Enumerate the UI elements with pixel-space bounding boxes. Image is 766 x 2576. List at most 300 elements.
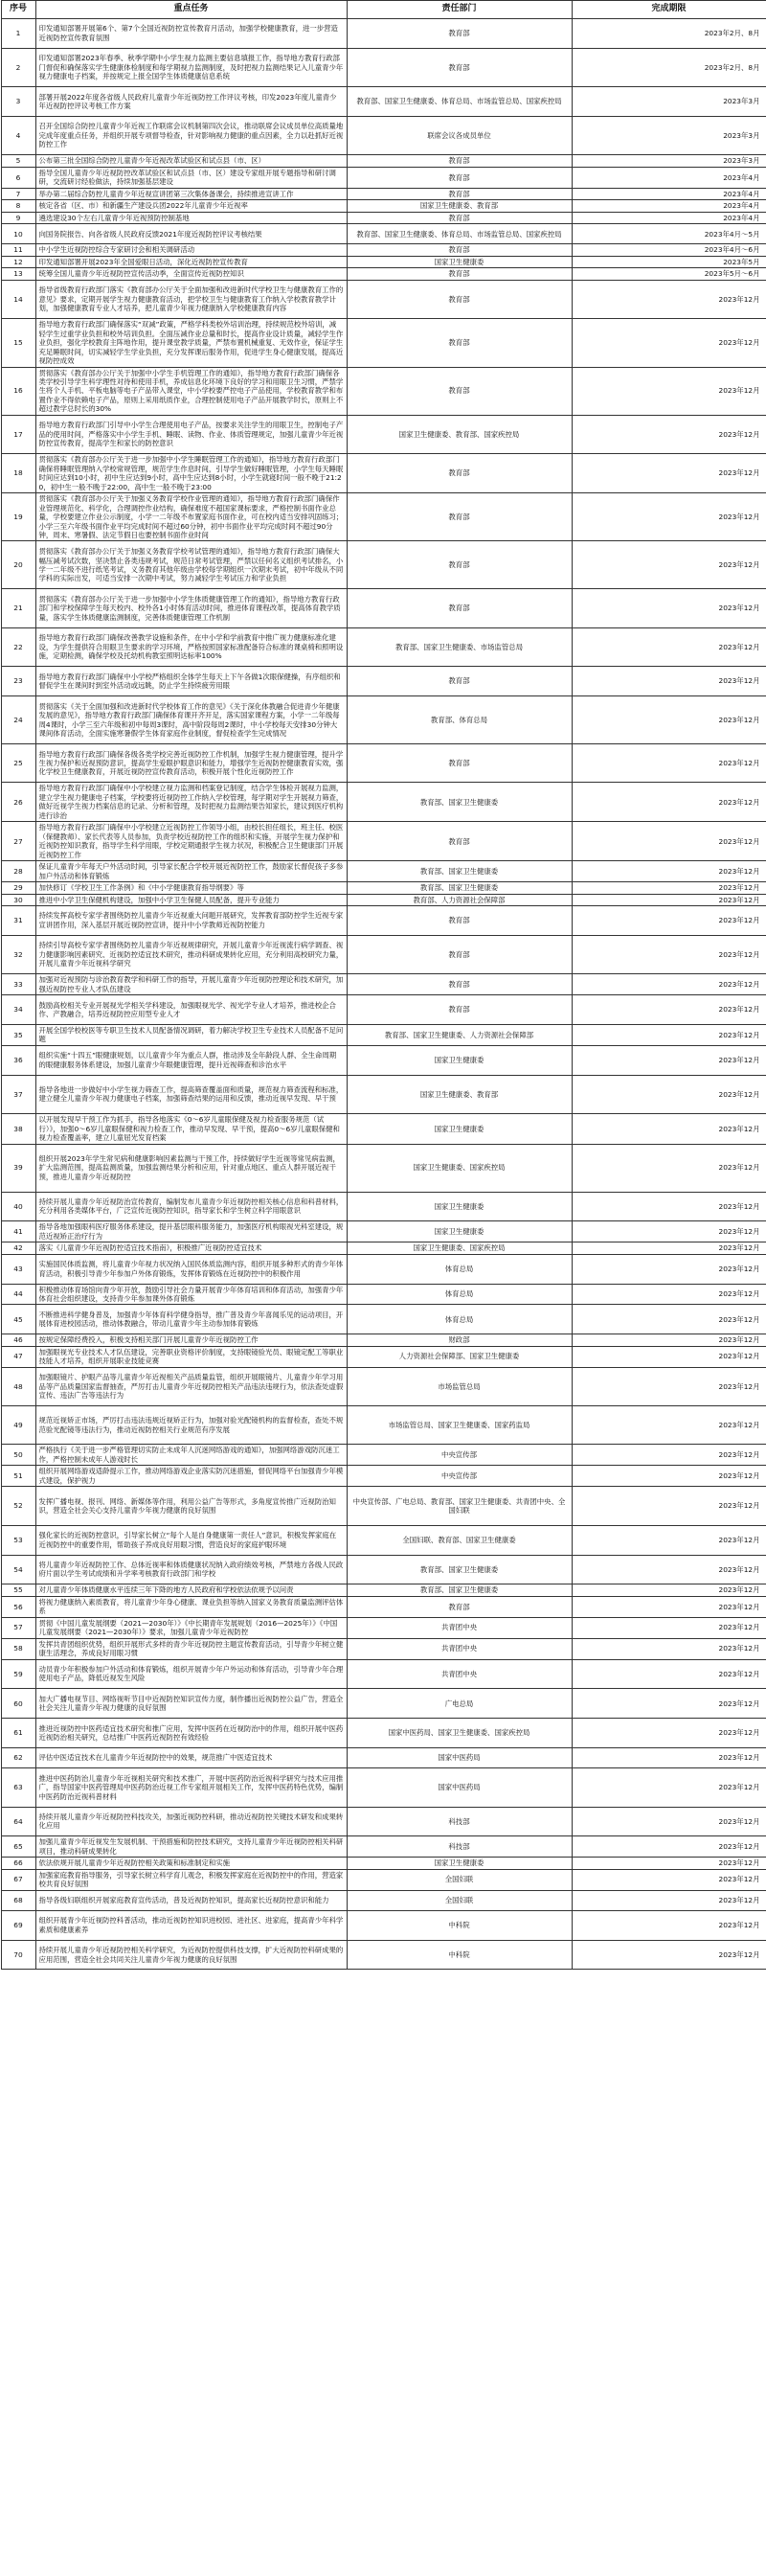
row-department: 教育部	[347, 589, 572, 627]
row-department: 教育部	[347, 268, 572, 280]
row-task: 持续开展儿童青少年近视防控相关科学研究，为近视防控提供科技支撑，扩大近视防控科研成果的应用范围，营造全社会共同关注儿童青少年视力健康的良好氛围	[35, 1940, 347, 1970]
row-department: 教育部	[347, 188, 572, 199]
table-row	[1, 188, 766, 199]
table-row	[1, 116, 766, 154]
row-deadline: 2023年12月	[572, 744, 766, 783]
table-row	[1, 1659, 766, 1689]
row-number: 21	[1, 589, 35, 627]
row-department: 教育部	[347, 822, 572, 861]
row-department: 市场监管总局	[347, 1367, 572, 1405]
row-deadline: 2023年4月	[572, 200, 766, 212]
row-task: 印发通知部署开展第6个、第7个全国近视防控宣传教育月活动，加强学校健康教育，进一步营造近视防控宣传教育氛围	[35, 19, 347, 49]
row-deadline: 2023年12月	[572, 1858, 766, 1869]
row-deadline: 2023年12月	[572, 882, 766, 894]
row-number: 67	[1, 1869, 35, 1890]
row-task: 强化家长的近视防控意识，引导家长树立“每个人是自身健康第一责任人”意识，积极发挥家庭在近视防控中的重要作用，帮助孩子养成良好用眼习惯，营造良好的家庭护眼环境	[35, 1525, 347, 1555]
row-number: 49	[1, 1406, 35, 1445]
row-department: 体育总局	[347, 1254, 572, 1284]
row-task: 加大广播电视节目、网络视听节目中近视防控知识宣传力度，制作播出近视防控公益广告，营造全社会关注儿童青少年视力健康的良好氛围	[35, 1689, 347, 1719]
row-number: 31	[1, 906, 35, 936]
row-task: 中小学生近视防控综合专家研讨会和相关调研活动	[35, 244, 347, 256]
row-department: 教育部	[347, 1596, 572, 1617]
row-deadline: 2023年12月	[572, 1242, 766, 1254]
row-department: 联席会议各成员单位	[347, 116, 572, 154]
row-deadline: 2023年12月	[572, 974, 766, 995]
row-deadline: 2023年12月	[572, 1940, 766, 1970]
row-deadline: 2023年12月	[572, 367, 766, 415]
row-deadline: 2023年12月	[572, 493, 766, 541]
row-department: 教育部、国家卫生健康委	[347, 882, 572, 894]
table-row	[1, 200, 766, 212]
row-department: 教育部	[347, 319, 572, 367]
row-number: 14	[1, 280, 35, 318]
row-department: 体育总局	[347, 1305, 572, 1334]
row-number: 59	[1, 1659, 35, 1689]
table-row	[1, 1584, 766, 1596]
table-row	[1, 1487, 766, 1525]
row-task: 推进中小学卫生保健机构建设，加强中小学卫生保健人员配备，提升专业能力	[35, 894, 347, 905]
table-row	[1, 589, 766, 627]
row-number: 62	[1, 1747, 35, 1767]
row-task: 核定各省（区、市）和新疆生产建设兵团2022年儿童青少年近视率	[35, 200, 347, 212]
table-row	[1, 415, 766, 453]
row-task: 贯彻落实《关于全面加强和改进新时代学校体育工作的意见》《关于深化体教融合促进青少年健康发展的意见》，指导地方教育行政部门确保体育课开齐开足，落实国家课程方案，小学一二年级每周4课时，小学三至六年级和初中每周3课时，高中阶段每周2课时，中小学校每天安排30分钟大课间体育活动，全面实施寒暑假学生体育家庭作业制度，督促检查学生完成情况	[35, 696, 347, 744]
row-deadline: 2023年12月	[572, 1910, 766, 1940]
table-row	[1, 935, 766, 973]
row-deadline: 2023年12月	[572, 1144, 766, 1192]
row-department: 教育部	[347, 155, 572, 167]
table-row	[1, 48, 766, 86]
row-deadline: 2023年12月	[572, 906, 766, 936]
row-deadline: 2023年12月	[572, 280, 766, 318]
row-number: 38	[1, 1114, 35, 1144]
table-row	[1, 1940, 766, 1970]
table-row	[1, 995, 766, 1025]
row-task: 贯彻落实《教育部办公厅关于进一步加强中小学生睡眠管理工作的通知》，指导地方教育行政部门确保将睡眠管理纳入学校常规管理，规范学生作息时间，引导学生做好睡眠管理，小学生每天睡眠时间应达到10小时，初中生应达到9小时，高中生应达到8小时，小学生就寝时间一般不晚于21:20，初中生一般不晚于22:00，高中生一般不晚于23:00	[35, 454, 347, 493]
row-task: 将儿童青少年近视防控工作、总体近视率和体质健康状况纳入政府绩效考核，严禁地方各级人民政府片面以学生考试成绩和升学率考核教育行政部门和学校	[35, 1555, 347, 1584]
row-number: 7	[1, 188, 35, 199]
row-deadline: 2023年12月	[572, 415, 766, 453]
row-department: 教育部	[347, 493, 572, 541]
row-number: 12	[1, 256, 35, 267]
table-header-row	[1, 1, 766, 19]
row-deadline: 2023年12月	[572, 1114, 766, 1144]
table-row	[1, 1525, 766, 1555]
row-deadline: 2023年5月	[572, 256, 766, 267]
row-department: 教育部	[347, 906, 572, 936]
table-row	[1, 1114, 766, 1144]
row-department: 教育部、国家卫生健康委、市场监管总局	[347, 627, 572, 666]
row-number: 30	[1, 894, 35, 905]
row-task: 开展全国学校校医等专职卫生技术人员配备情况调研，着力解决学校卫生专业技术人员配备不足问题	[35, 1024, 347, 1045]
row-number: 2	[1, 48, 35, 86]
table-row	[1, 783, 766, 822]
row-deadline: 2023年12月	[572, 454, 766, 493]
row-task: 实施国民体质监测，将儿童青少年视力状况纳入国民体质监测内容，组织开展多种形式的青少年体育活动，积极引导青少年参加户外体育锻炼，发挥体育锻炼在近视防控中的积极作用	[35, 1254, 347, 1284]
table-row	[1, 1284, 766, 1305]
row-task: 持续发挥高校专家学者围绕防控儿童青少年近视重大问题开展研究，发挥教育部防控学生近视专家宣讲团作用，深入基层开展近视防控宣讲，提升中小学教师近视防控能力	[35, 906, 347, 936]
row-deadline: 2023年12月	[572, 319, 766, 367]
row-deadline: 2023年12月	[572, 894, 766, 905]
table-row	[1, 667, 766, 696]
table-row	[1, 1024, 766, 1045]
table-body	[1, 19, 766, 1970]
table-row	[1, 1346, 766, 1367]
row-department: 科技部	[347, 1836, 572, 1858]
row-deadline: 2023年12月	[572, 1334, 766, 1346]
row-department: 国家卫生健康委、国家疾控局	[347, 1242, 572, 1254]
row-number: 23	[1, 667, 35, 696]
row-department: 全国妇联	[347, 1869, 572, 1890]
row-number: 60	[1, 1689, 35, 1719]
table-row	[1, 1075, 766, 1113]
row-task: 鼓励高校相关专业开展视光学相关学科建设，加强眼视光学、视光学专业人才培养，推进校企合作、产教融合，培养近视防控应用型专业人才	[35, 995, 347, 1025]
row-task: 以开展发现早干预工作为抓手，指导各地落实《0～6岁儿童眼保健及视力检查服务规范（试行）》，加强0～6岁儿童眼保健和视力检查工作，推动早发现、早干预，提高0～6岁儿童眼保健和视力检查覆盖率，建立儿童屈光发育档案	[35, 1114, 347, 1144]
row-task: 部署开展2022年度各省级人民政府儿童青少年近视防控工作评议考核，印发2023年度儿童青少年近视防控评议考核工作方案	[35, 87, 347, 117]
row-deadline: 2023年12月	[572, 1525, 766, 1555]
table-row	[1, 894, 766, 905]
table-row	[1, 744, 766, 783]
row-department: 共青团中央	[347, 1638, 572, 1659]
row-deadline: 2023年12月	[572, 1406, 766, 1445]
row-number: 20	[1, 541, 35, 589]
row-deadline: 2023年4月～6月	[572, 244, 766, 256]
row-department: 国家卫生健康委	[347, 1221, 572, 1242]
row-department: 国家卫生健康委	[347, 256, 572, 267]
row-number: 37	[1, 1075, 35, 1113]
row-number: 54	[1, 1555, 35, 1584]
row-task: 评估中医适宜技术在儿童青少年近视防控中的效果，规范推广中医适宜技术	[35, 1747, 347, 1767]
table-row	[1, 1367, 766, 1405]
table-row	[1, 541, 766, 589]
row-number: 25	[1, 744, 35, 783]
row-department: 全国妇联	[347, 1890, 572, 1910]
row-task: 指导地方教育行政部门确保落实“双减”政策，严格学科类校外培训治理，持续规范校外培训，减轻学生过重学业负担和校外培训负担。全面压减作业总量和时长，提高作业设计质量，减轻学生作业负担，强化学校教育主阵地作用，提升课堂教学质量，严禁布置机械重复、无效作业，保证学生充足睡眠时间，切实减轻学生学业负担，充分发挥课后服务作用，促进学生身心健康发展，提高近视防控成效	[35, 319, 347, 367]
row-department: 广电总局	[347, 1689, 572, 1719]
row-task: 依法依规开展儿童青少年近视防控相关政策和标准制定和实施	[35, 1858, 347, 1869]
row-task: 指导各地进一步做好中小学生视力筛查工作，提高筛查覆盖面和质量，规范视力筛查流程和标准，建立健全儿童青少年视力健康电子档案，加强筛查结果的运用和反馈，推动近视早发现、早干预	[35, 1075, 347, 1113]
row-task: 贯彻落实《教育部办公厅关于进一步加强中小学生体质健康管理工作的通知》，指导地方教育行政部门和学校保障学生每天校内、校外各1小时体育活动时间，推进体育课程改革，提高体育教学质量，落实学生体质健康监测制度，完善体质健康管理工作机制	[35, 589, 347, 627]
row-department: 国家中医药局	[347, 1768, 572, 1807]
row-department: 教育部、人力资源社会保障部	[347, 894, 572, 905]
row-department: 国家卫生健康委	[347, 1858, 572, 1869]
row-task: 加强对近视预防与诊治教育教学和科研工作的指导，开展儿童青少年近视防控理论和技术研究，加强近视防控专业人才队伍建设	[35, 974, 347, 995]
row-number: 18	[1, 454, 35, 493]
table-row	[1, 1555, 766, 1584]
row-task: 指导地方教育行政部门确保改善教学设施和条件，在中小学和学前教育中推广视力健康标准化建设，为学生提供符合用眼卫生要求的学习环境，严格按照国家标准配备符合标准的课桌椅和照明设施，定期检测，确保学校及托幼机构教室照明达标率100%	[35, 627, 347, 666]
row-department: 国家卫生健康委	[347, 1045, 572, 1075]
row-deadline: 2023年12月	[572, 627, 766, 666]
row-number: 64	[1, 1807, 35, 1836]
row-task: 加强儿童青少年近视发生发展机制、干预措施和防控技术研究，支持儿童青少年近视防控相关科研项目，推动科研成果转化	[35, 1836, 347, 1858]
row-number: 26	[1, 783, 35, 822]
row-number: 6	[1, 167, 35, 188]
row-task: 加强眼镜片、护眼产品等儿童青少年近视相关产品质量监管，组织开展眼镜片、儿童青少年学习用品等产品质量国家监督抽查，严厉打击儿童青少年近视防控相关产品违法违规行为，依法查处虚假宣传、违法广告等违法行为	[35, 1367, 347, 1405]
table-row	[1, 256, 766, 267]
table-row	[1, 1890, 766, 1910]
row-deadline: 2023年12月	[572, 1596, 766, 1617]
row-number: 46	[1, 1334, 35, 1346]
row-department: 教育部	[347, 454, 572, 493]
row-department: 教育部	[347, 974, 572, 995]
row-number: 17	[1, 415, 35, 453]
header-no: 序号	[1, 1, 35, 19]
table-row	[1, 224, 766, 244]
row-department: 教育部	[347, 935, 572, 973]
row-deadline: 2023年3月	[572, 155, 766, 167]
row-department: 教育部	[347, 19, 572, 49]
row-task: 对儿童青少年体质健康水平连续三年下降的地方人民政府和学校依法依规予以问责	[35, 1584, 347, 1596]
table-row	[1, 696, 766, 744]
row-department: 中央宣传部	[347, 1445, 572, 1466]
row-number: 24	[1, 696, 35, 744]
table-row	[1, 1768, 766, 1807]
header-dept: 责任部门	[347, 1, 572, 19]
row-task: 指导各级妇联组织开展家庭教育宣传活动，普及近视防控知识，提高家长近视防控意识和能力	[35, 1890, 347, 1910]
table-row	[1, 1221, 766, 1242]
row-number: 28	[1, 861, 35, 882]
table-row	[1, 1596, 766, 1617]
row-department: 教育部	[347, 244, 572, 256]
row-number: 8	[1, 200, 35, 212]
row-number: 41	[1, 1221, 35, 1242]
row-deadline: 2023年12月	[572, 1719, 766, 1748]
row-deadline: 2023年12月	[572, 1617, 766, 1638]
row-number: 69	[1, 1910, 35, 1940]
row-task: 指导地方教育行政部门确保中小学校建立近视防控工作领导小组，由校长担任组长，班主任、校医（保健教师）、家长代表等人员参加，负责学校近视防控工作的组织和实施，开展学生视力保护和近视防控知识教育，指导学生科学用眼，学校定期通报学生视力状况，积极配合卫生健康部门开展近视防控工作	[35, 822, 347, 861]
row-task: 指导地方教育行政部门确保中小学校建立视力监测和档案登记制度，结合学生体检开展视力监测，建立学生视力健康电子档案，学校要将近视防控工作纳入学校管理，每学期对学生开展视力筛查，做好近视学生视力档案信息的记录、分析和管理，及时把视力监测结果告知家长，建议到医疗机构进行诊治	[35, 783, 347, 822]
table-row	[1, 280, 766, 318]
header-deadline: 完成期限	[572, 1, 766, 19]
row-task: 将视力健康纳入素质教育，将儿童青少年身心健康、课业负担等纳入国家义务教育质量监测评估体系	[35, 1596, 347, 1617]
row-deadline: 2023年12月	[572, 861, 766, 882]
row-number: 35	[1, 1024, 35, 1045]
row-number: 3	[1, 87, 35, 117]
row-task: 召开全国综合防控儿童青少年近视工作联席会议机制第四次会议，推动联席会议成员单位高质量地完成年度重点任务，并组织开展专项督导检查，针对影响视力健康的重点因素，全力以赴抓好近视防控工作	[35, 116, 347, 154]
row-number: 57	[1, 1617, 35, 1638]
row-department: 教育部、体育总局	[347, 696, 572, 744]
row-department: 国家卫生健康委、教育部、国家疾控局	[347, 415, 572, 453]
table-row	[1, 367, 766, 415]
row-department: 教育部	[347, 167, 572, 188]
row-number: 45	[1, 1305, 35, 1334]
row-deadline: 2023年12月	[572, 1584, 766, 1596]
row-department: 人力资源社会保障部、国家卫生健康委	[347, 1346, 572, 1367]
row-deadline: 2023年4月	[572, 188, 766, 199]
row-department: 教育部	[347, 541, 572, 589]
row-deadline: 2023年12月	[572, 696, 766, 744]
row-number: 34	[1, 995, 35, 1025]
row-deadline: 2023年3月	[572, 87, 766, 117]
table-row	[1, 319, 766, 367]
row-deadline: 2023年12月	[572, 1346, 766, 1367]
table-row	[1, 454, 766, 493]
table-row	[1, 1747, 766, 1767]
table-row	[1, 268, 766, 280]
row-department: 科技部	[347, 1807, 572, 1836]
row-task: 贯彻落实《教育部办公厅关于加强中小学生手机管理工作的通知》，指导地方教育行政部门确保各类学校引导学生科学理性对待和使用手机，养成信息化环境下良好的学习和用眼卫生习惯，严禁学生将个人手机、平板电脑等电子产品带入课堂，中小学校要严控电子产品使用，学校教育教学和布置作业不得依赖电子产品，原则上采用纸质作业，合理控制使用电子产品开展教学时长，原则上不超过教学总时长的30%	[35, 367, 347, 415]
row-department: 全国妇联、教育部、国家卫生健康委	[347, 1525, 572, 1555]
table-row	[1, 87, 766, 117]
table-row	[1, 1305, 766, 1334]
row-task: 组织开展青少年近视防控科普活动，推动近视防控知识进校园、进社区、进家庭，提高青少年科学素质和健康素养	[35, 1910, 347, 1940]
row-department: 国家中医药局、国家卫生健康委、国家疾控局	[347, 1719, 572, 1748]
row-task: 保证儿童青少年每天户外活动时间，引导家长配合学校开展近视防控工作，鼓励家长督促孩子多参加户外活动和体育锻炼	[35, 861, 347, 882]
row-task: 统筹全国儿童青少年近视防控宣传活动季，全面宣传近视防控知识	[35, 268, 347, 280]
row-number: 61	[1, 1719, 35, 1748]
table-row	[1, 212, 766, 223]
row-number: 9	[1, 212, 35, 223]
row-number: 32	[1, 935, 35, 973]
table-row	[1, 1045, 766, 1075]
row-number: 63	[1, 1768, 35, 1807]
row-number: 10	[1, 224, 35, 244]
table-row	[1, 906, 766, 936]
table-row	[1, 1406, 766, 1445]
row-number: 42	[1, 1242, 35, 1254]
row-department: 国家中医药局	[347, 1747, 572, 1767]
row-task: 指导各地加强眼科医疗服务体系建设，提升基层眼科服务能力，加强医疗机构眼视光科室建设，规范近视矫正治疗行为	[35, 1221, 347, 1242]
table-row	[1, 1445, 766, 1466]
row-task: 推进中医药防治儿童青少年近视相关研究和技术推广，开展中医药防治近视科学研究与技术应用推广，指导国家中医药管理局中医药防治近视工作专家组开展相关工作，发挥中医药特色优势，编制中医药防治近视科普材料	[35, 1768, 347, 1807]
row-department: 教育部	[347, 212, 572, 223]
row-department: 教育部	[347, 995, 572, 1025]
row-department: 国家卫生健康委	[347, 1114, 572, 1144]
row-task: 加快修订《学校卫生工作条例》和《中小学健康教育指导纲要》等	[35, 882, 347, 894]
row-number: 19	[1, 493, 35, 541]
table-row	[1, 1617, 766, 1638]
row-task: 组织开展网络游戏适龄提示工作，推动网络游戏企业落实防沉迷措施，督促网络平台加强青少年模式建设，保护视力	[35, 1466, 347, 1487]
row-deadline: 2023年12月	[572, 1466, 766, 1487]
row-department: 体育总局	[347, 1284, 572, 1305]
row-department: 教育部、国家卫生健康委、体育总局、市场监管总局、国家疾控局	[347, 224, 572, 244]
row-task: 按规定保障经费投入，积极支持相关部门开展儿童青少年近视防控工作	[35, 1334, 347, 1346]
row-number: 44	[1, 1284, 35, 1305]
row-deadline: 2023年12月	[572, 1045, 766, 1075]
row-number: 11	[1, 244, 35, 256]
row-task: 持续引导高校专家学者围绕防控儿童青少年近视规律研究，开展儿童青少年近视流行病学调查、视力健康影响因素研究、近视防控适宜技术研究，推动科研成果转化应用，充分利用高校研究力量，开展儿童青少年近视科学研究	[35, 935, 347, 973]
row-task: 印发通知部署开展2023年全国爱眼日活动，深化近视防控宣传教育	[35, 256, 347, 267]
table-row	[1, 627, 766, 666]
row-number: 4	[1, 116, 35, 154]
row-number: 1	[1, 19, 35, 49]
row-department: 教育部	[347, 744, 572, 783]
row-deadline: 2023年12月	[572, 589, 766, 627]
row-department: 教育部、国家卫生健康委	[347, 1584, 572, 1596]
row-number: 16	[1, 367, 35, 415]
row-deadline: 2023年12月	[572, 1836, 766, 1858]
row-task: 组织开展2023年学生常见病和健康影响因素监测与干预工作，持续做好学生近视等常见病监测，扩大监测范围，提高监测质量，加强监测结果分析和应用，针对重点地区、重点人群开展近视干预，推进儿童青少年近视防控	[35, 1144, 347, 1192]
row-task: 规范近视矫正市场，严厉打击违法违规近视矫正行为，加强对验光配镜机构的监督检查，查处不规范验光配镜等违法行为，推动近视防控相关行业规范有序发展	[35, 1406, 347, 1445]
row-department: 教育部、国家卫生健康委	[347, 1555, 572, 1584]
table-row	[1, 493, 766, 541]
row-department: 共青团中央	[347, 1617, 572, 1638]
table-row	[1, 1910, 766, 1940]
row-task: 指导地方教育行政部门确保各级各类学校完善近视防控工作机制，加强学生视力健康管理，提升学生视力保护和近视预防意识，提高学生爱眼护眼意识和能力，增强学生近视防控健康教育实效，强化学校卫生健康教育，开展近视防控宣传教育活动，积极开展个性化近视防控工作	[35, 744, 347, 783]
table-row	[1, 1466, 766, 1487]
row-department: 国家卫生健康委、教育部	[347, 200, 572, 212]
row-task: 举办第二届综合防控儿童青少年近视宣讲团第三次集体备课会，持续推进宣讲工作	[35, 188, 347, 199]
row-department: 教育部、国家卫生健康委	[347, 861, 572, 882]
row-deadline: 2023年12月	[572, 1659, 766, 1689]
row-deadline: 2023年4月	[572, 167, 766, 188]
row-number: 48	[1, 1367, 35, 1405]
table-row	[1, 822, 766, 861]
row-number: 53	[1, 1525, 35, 1555]
row-task: 落实《儿童青少年近视防控适宜技术指南》，积极推广近视防控适宜技术	[35, 1242, 347, 1254]
row-department: 共青团中央	[347, 1659, 572, 1689]
row-task: 加强眼视光专业技术人才队伍建设，完善职业资格评价制度，支持眼镜验光员、眼镜定配工等职业技能人才培养，组织开展职业技能竞赛	[35, 1346, 347, 1367]
row-department: 中央宣传部	[347, 1466, 572, 1487]
row-department: 教育部	[347, 367, 572, 415]
row-task: 贯彻《中国儿童发展纲要（2021—2030年）》《中长期青年发展规划（2016—2025年）》《中国儿童发展纲要（2021—2030年）》要求，加强儿童青少年近视防控	[35, 1617, 347, 1638]
row-number: 36	[1, 1045, 35, 1075]
row-task: 指导地方教育行政部门确保中小学校严格组织全体学生每天上下午各做1次眼保健操，有序组织和督促学生在课间时到室外活动或远眺，防止学生持续疲劳用眼	[35, 667, 347, 696]
row-task: 积极推动体育场馆向青少年开放，鼓励引导社会力量开展青少年体育培训和体育活动，加强青少年体育社会组织建设，支持青少年参加课外体育锻炼	[35, 1284, 347, 1305]
row-task: 印发通知部署2023年春季、秋季学期中小学生视力监测主要信息填报工作，指导地方教育行政部门督促和确保落实学生健康体检制度和每学期视力监测制度，及时把视力监测结果记入儿童青少年视力健康电子档案，并按规定上报全国学生体质健康信息系统	[35, 48, 347, 86]
row-deadline: 2023年12月	[572, 1638, 766, 1659]
row-deadline: 2023年12月	[572, 1445, 766, 1466]
row-task: 加强家庭教育指导服务，引导家长树立科学育儿观念，积极发挥家庭在近视防控中的作用，营造家校共育良好氛围	[35, 1869, 347, 1890]
row-deadline: 2023年12月	[572, 1869, 766, 1890]
row-deadline: 2023年12月	[572, 667, 766, 696]
row-number: 39	[1, 1144, 35, 1192]
row-number: 70	[1, 1940, 35, 1970]
row-number: 55	[1, 1584, 35, 1596]
row-number: 22	[1, 627, 35, 666]
header-task: 重点任务	[35, 1, 347, 19]
row-deadline: 2023年5月～6月	[572, 268, 766, 280]
row-task: 动员青少年积极参加户外活动和体育锻炼，组织开展青少年户外运动和体育活动，引导青少年合理使用电子产品，降低近视发生风险	[35, 1659, 347, 1689]
table-row	[1, 861, 766, 882]
row-task: 持续开展儿童青少年近视防治宣传教育，编制发布儿童青少年近视防控相关核心信息和科普材料，充分利用各类媒体平台，广泛宣传近视防控知识，指导家长和学生树立科学用眼意识	[35, 1192, 347, 1221]
row-number: 58	[1, 1638, 35, 1659]
row-department: 中央宣传部、广电总局、教育部、国家卫生健康委、共青团中央、全国妇联	[347, 1487, 572, 1525]
row-number: 40	[1, 1192, 35, 1221]
row-deadline: 2023年12月	[572, 1075, 766, 1113]
row-department: 教育部、国家卫生健康委、人力资源社会保障部	[347, 1024, 572, 1045]
row-task: 指导全国儿童青少年近视防控改革试验区和试点县（市、区）建设专家组开展专题指导和研讨调研，交流研讨经验做法，持续加强基层建设	[35, 167, 347, 188]
row-number: 29	[1, 882, 35, 894]
row-department: 国家卫生健康委、教育部	[347, 1075, 572, 1113]
table-row	[1, 155, 766, 167]
row-deadline: 2023年12月	[572, 1487, 766, 1525]
row-number: 33	[1, 974, 35, 995]
row-number: 68	[1, 1890, 35, 1910]
row-task: 推进近视防控中医药适宜技术研究和推广应用，发挥中医药在近视防治中的作用，组织开展中医药近视防治相关研究，总结推广中医药近视防控有效经验	[35, 1719, 347, 1748]
row-task: 发挥共青团组织优势，组织开展形式多样的青少年近视防控主题宣传教育活动，引导青少年树立健康生活理念，养成良好用眼习惯	[35, 1638, 347, 1659]
table-row	[1, 167, 766, 188]
row-task: 向国务院报告、向各省级人民政府反馈2021年度近视防控评议考核结果	[35, 224, 347, 244]
table-row	[1, 1858, 766, 1869]
row-deadline: 2023年12月	[572, 1284, 766, 1305]
table-row	[1, 974, 766, 995]
row-number: 56	[1, 1596, 35, 1617]
row-number: 27	[1, 822, 35, 861]
row-number: 13	[1, 268, 35, 280]
row-deadline: 2023年12月	[572, 935, 766, 973]
row-department: 教育部	[347, 280, 572, 318]
row-deadline: 2023年12月	[572, 1024, 766, 1045]
table-row	[1, 1719, 766, 1748]
row-department: 教育部、国家卫生健康委	[347, 783, 572, 822]
row-department: 市场监管总局、国家卫生健康委、国家药监局	[347, 1406, 572, 1445]
row-department: 财政部	[347, 1334, 572, 1346]
table-row	[1, 1689, 766, 1719]
row-deadline: 2023年2月、8月	[572, 19, 766, 49]
row-deadline: 2023年12月	[572, 1192, 766, 1221]
row-number: 52	[1, 1487, 35, 1525]
